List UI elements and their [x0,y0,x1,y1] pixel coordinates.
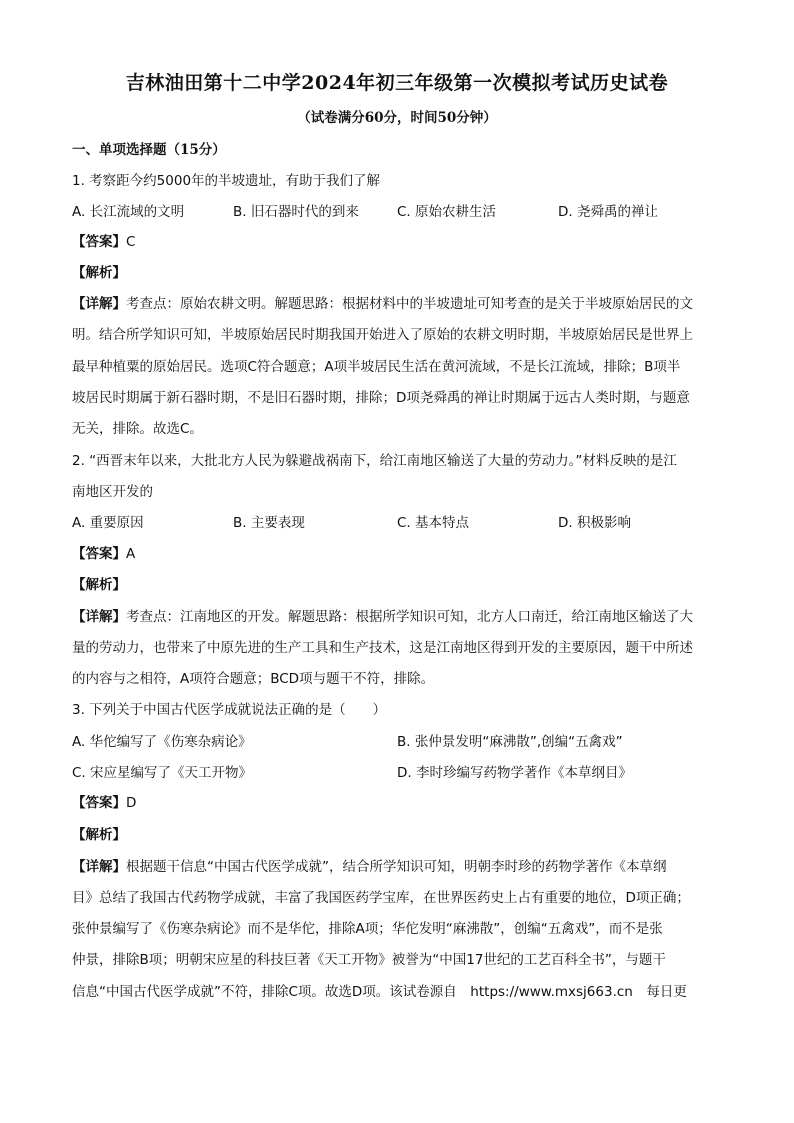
q1-detail-line: 无关，排除。故选C。 [72,421,203,437]
q1-option-d: D. 尧舜禹的禅让 [558,204,658,220]
q3-answer [72,793,136,813]
q3-analysis-tag: 【解析】 [72,827,126,843]
question-3-stem: 3. 下列关于中国古代医学成就说法正确的是（ ） [72,702,387,718]
q2-option-d: D. 积极影响 [558,515,631,531]
detail-tag: 【详解】 [72,859,126,875]
q2-option-b: B. 主要表现 [233,515,305,531]
question-2-stem: 南地区开发的 [72,484,153,500]
q1-option-c: C. 原始农耕生活 [397,204,497,220]
q1-detail-line: 坡居民时期属于新石器时期，不是旧石器时期，排除；D项尧舜禹的禅让时期属于远古人类时期，与题意 [72,390,690,406]
q3-detail-line: 张仲景编写了《伤寒杂病论》而不是华佗，排除A项；华佗发明“麻沸散”，创编“五禽戏”，而不是张 [72,921,663,937]
answer-tag: 【答案】 [72,546,126,562]
section-heading: 一、单项选择题（15分） [72,142,226,158]
q2-answer [72,544,135,564]
detail-tag: 【详解】 [72,609,126,625]
page-title: 吉林油田第十二中学2024年初三年级第一次模拟考试历史试卷 [125,72,669,94]
answer-value: A [126,546,136,562]
q2-analysis-tag: 【解析】 [72,577,126,593]
question-2-stem: 2. “西晋末年以来，大批北方人民为躲避战祸南下，给江南地区输送了大量的劳动力。”材料反映的是江 [72,453,677,469]
q3-option-c: C. 宋应星编写了《天工开物》 [72,765,253,781]
q1-detail-line: 【详解】考查点：原始农耕文明。解题思路：根据材料中的半坡遗址可知考查的是关于半坡原始居民的文 [72,296,693,312]
q2-option-c: C. 基本特点 [397,515,470,531]
answer-value: C [126,234,136,250]
q2-detail-line: 【详解】考查点：江南地区的开发。解题思路：根据所学知识可知，北方人口南迁，给江南地区输送了大 [72,609,693,625]
q1-detail-line: 最早种植粟的原始居民。选项C符合题意；A项半坡居民生活在黄河流域，不是长江流域，排除；B项半 [72,359,681,375]
q2-detail-line: 的内容与之相符，A项符合题意；BCD项与题干不符，排除。 [72,671,435,687]
q3-option-b: B. 张仲景发明“麻沸散”,创编“五禽戏” [397,734,623,750]
answer-value: D [126,795,137,811]
q3-detail-line: 信息“中国古代医学成就”不符，排除C项。故选D项。该试卷源自 https://www.mxsj663.cn 每日更 [72,984,687,1000]
q3-option-d: D. 李时珍编写药物学著作《本草纲目》 [397,765,632,781]
q3-detail-line: 仲景，排除B项；明朝宋应星的科技巨著《天工开物》被誉为“中国17世纪的工艺百科全书”，与题干 [72,952,666,968]
q1-detail-line: 明。结合所学知识可知，半坡原始居民时期我国开始进入了原始的农耕文明时期，半坡原始居民是世界上 [72,327,693,343]
question-1-stem: 1. 考察距今约5000年的半坡遗址，有助于我们了解 [72,173,381,189]
q3-option-a: A. 华佗编写了《伤寒杂病论》 [72,734,252,750]
detail-tag: 【详解】 [72,296,126,312]
q3-detail-line: 目》总结了我国古代药物学成就，丰富了我国医药学宝库，在世界医药史上占有重要的地位，D项正确； [72,890,690,906]
q1-option-b: B. 旧石器时代的到来 [233,204,359,220]
q1-answer [72,232,135,252]
q1-analysis-tag: 【解析】 [72,265,126,281]
q2-option-a: A. 重要原因 [72,515,144,531]
answer-tag: 【答案】 [72,795,126,811]
q2-detail-line: 量的劳动力，也带来了中原先进的生产工具和生产技术，这是江南地区得到开发的主要原因，题干中所述 [72,640,693,656]
q3-detail-line: 【详解】根据题干信息“中国古代医学成就”，结合所学知识可知，明朝李时珍的药物学著作《本草纲 [72,859,667,875]
q1-option-a: A. 长江流域的文明 [72,204,185,220]
answer-tag: 【答案】 [72,234,126,250]
page-subtitle: （试卷满分60分，时间50分钟） [297,110,497,126]
